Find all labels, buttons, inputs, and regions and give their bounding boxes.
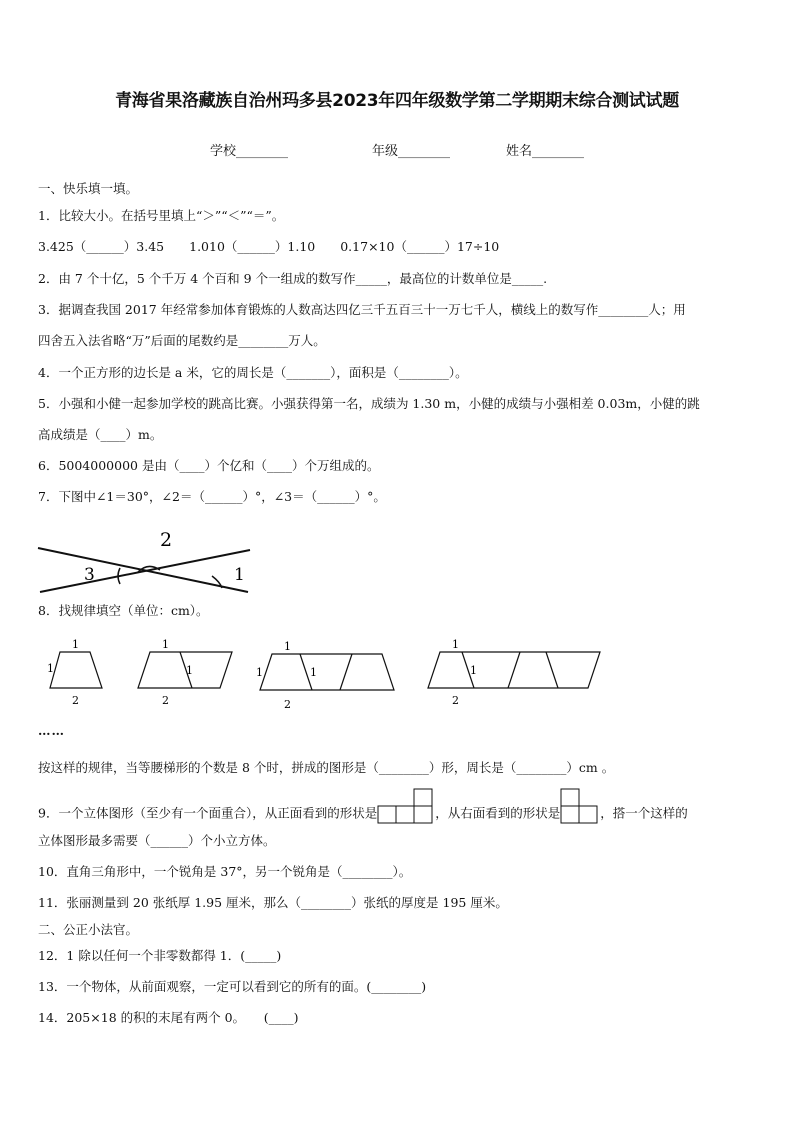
svg-text:2: 2 — [162, 694, 169, 707]
svg-text:1: 1 — [284, 640, 291, 653]
svg-text:1: 1 — [186, 664, 193, 677]
grade-field[interactable]: 年级________ — [372, 144, 451, 159]
school-field[interactable]: 学校________ — [210, 144, 289, 159]
svg-text:1: 1 — [470, 664, 477, 677]
section-heading-2: 二、公正小法官。 — [38, 922, 139, 937]
trapezoid-pattern-4 — [422, 636, 608, 706]
front-view-figure — [377, 788, 435, 824]
question-10: 10．直角三角形中，一个锐角是 37°，另一个锐角是（________）。 — [38, 864, 412, 879]
pattern-continuation-dots: …… — [38, 723, 65, 738]
question-9-part-b: ，从右面看到的形状是 — [435, 805, 561, 821]
svg-text:2: 2 — [284, 698, 291, 711]
svg-text:2: 2 — [452, 694, 459, 707]
svg-text:1: 1 — [452, 638, 459, 651]
name-field[interactable]: 姓名________ — [506, 144, 585, 159]
question-4: 4．一个正方形的边长是 a 米，它的周长是（_______），面积是（________）。 — [38, 365, 468, 380]
trapezoid-pattern-2 — [132, 636, 242, 706]
question-6: 6．5004000000 是由（____）个亿和（____）个万组成的。 — [38, 458, 380, 473]
section-heading-1: 一、快乐填一填。 — [38, 181, 139, 196]
question-7: 7．下图中∠1＝30°，∠2＝（______）°，∠3＝（______）°。 — [38, 489, 386, 504]
question-14: 14．205×18 的积的末尾有两个 0。 (____) — [38, 1010, 299, 1025]
svg-text:2: 2 — [72, 694, 79, 707]
angle-figure — [36, 528, 256, 596]
svg-text:1: 1 — [310, 666, 317, 679]
angle-label-1: 1 — [234, 565, 245, 585]
page-title: 青海省果洛藏族自治州玛多县2023年四年级数学第二学期期末综合测试试题 — [115, 91, 679, 111]
question-3-line-2: 四舍五入法省略“万”后面的尾数约是________万人。 — [38, 333, 326, 348]
question-9 — [38, 796, 764, 832]
question-9-line-2: 立体图形最多需要（______）个小立方体。 — [38, 833, 276, 848]
question-1-compare: 3.425（______）3.45 1.010（______）1.10 0.17×10（______）17÷10 — [38, 239, 500, 254]
svg-text:1: 1 — [162, 638, 169, 651]
question-11: 11．张丽测量到 20 张纸厚 1.95 厘米，那么（________）张纸的厚度是 195 厘米。 — [38, 895, 508, 910]
question-5-line-2: 高成绩是（____）m。 — [38, 427, 163, 442]
question-2: 2．由 7 个十亿，5 个千万 4 个百和 9 个一组成的数写作_____，最高位的计数单位是_____. — [38, 271, 548, 286]
question-3-line-1: 3．据调查我国 2017 年经常参加体育锻炼的人数高达四亿三千五百三十一万七千人，横线上的数写作________人；用 — [38, 302, 686, 317]
question-1: 1．比较大小。在括号里填上“＞”“＜”“＝”。 — [38, 208, 285, 223]
angle-label-2: 2 — [160, 529, 173, 551]
svg-text:1: 1 — [47, 662, 54, 675]
question-9-part-c: ，搭一个这样的 — [600, 805, 688, 821]
trapezoid-pattern-3 — [254, 636, 404, 710]
question-12: 12．1 除以任何一个非零数都得 1．(_____) — [38, 948, 282, 963]
svg-text:1: 1 — [256, 666, 263, 679]
question-5-line-1: 5．小强和小健一起参加学校的跳高比赛。小强获得第一名，成绩为 1.30 m，小健的成绩与小强相差 0.03m，小健的跳 — [38, 396, 700, 411]
right-view-figure — [560, 788, 600, 824]
question-8: 8．找规律填空（单位：cm）。 — [38, 603, 209, 618]
angle-label-3: 3 — [84, 565, 95, 585]
trapezoid-pattern-1 — [44, 636, 114, 706]
question-13: 13．一个物体，从前面观察，一定可以看到它的所有的面。(________) — [38, 979, 427, 994]
question-9-part-a: 9．一个立体图形（至少有一个面重合），从正面看到的形状是 — [38, 805, 378, 821]
svg-text:1: 1 — [72, 638, 79, 651]
question-8-answer: 按这样的规律，当等腰梯形的个数是 8 个时，拼成的图形是（________）形，周长是（________）cm 。 — [38, 760, 615, 775]
